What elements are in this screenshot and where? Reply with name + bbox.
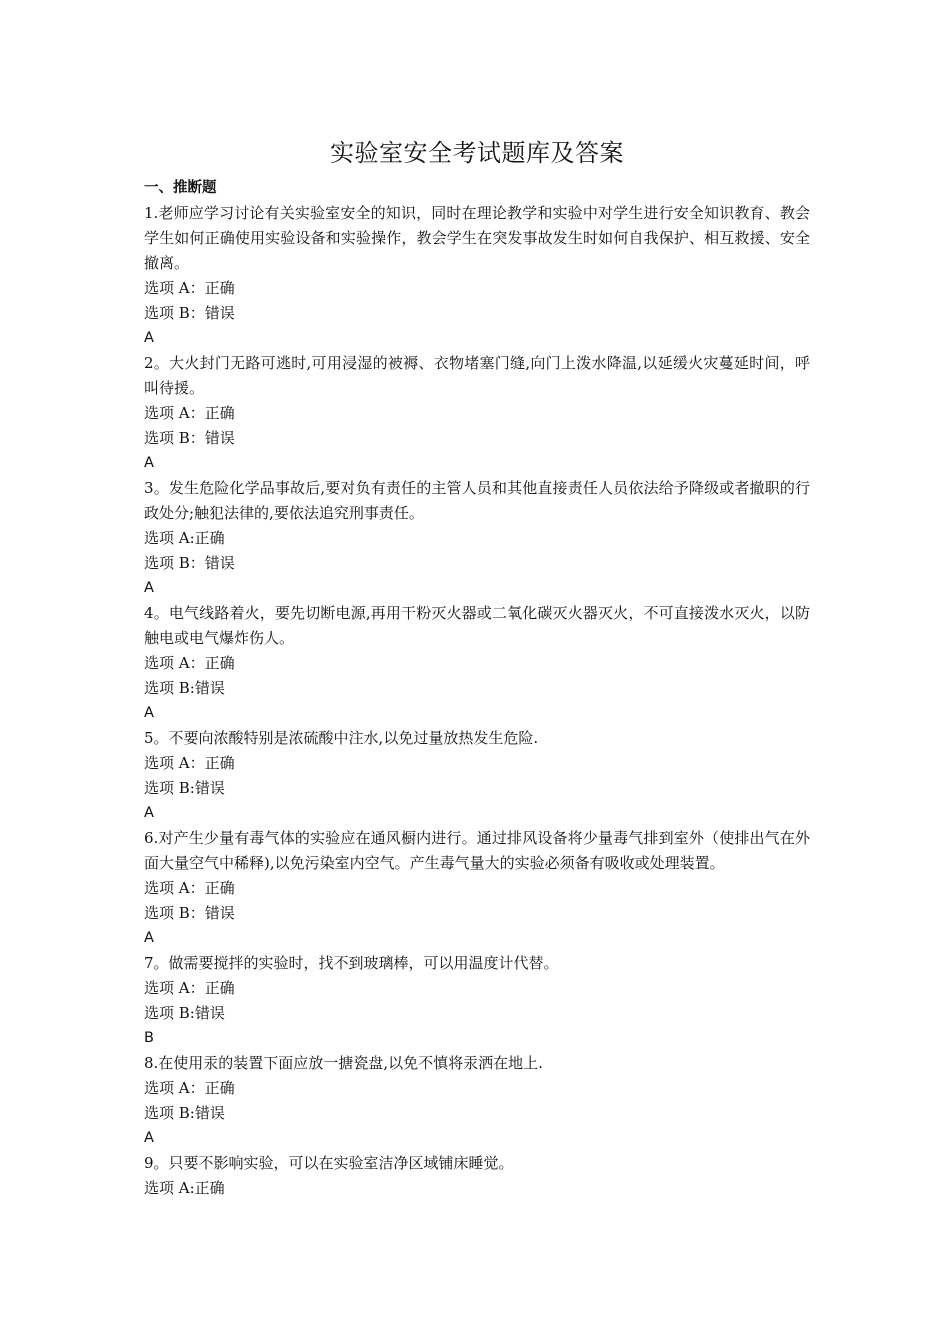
question-text: 5。不要向浓酸特别是浓硫酸中注水,以免过量放热发生危险. xyxy=(144,729,539,747)
option-b: 选项 B：错误 xyxy=(144,429,235,447)
option-b: 选项 B：错误 xyxy=(144,304,235,322)
option-a: 选项 A：正确 xyxy=(144,879,235,897)
question-text: 4。电气线路着火，要先切断电源,再用干粉灭火器或二氧化碳灭火器灭火，不可直接泼水灭火，以防触电或电气爆炸伤人。 xyxy=(144,604,810,647)
answer: A xyxy=(144,1130,154,1146)
question-3 xyxy=(144,476,810,601)
question-8 xyxy=(144,1051,810,1151)
answer: A xyxy=(144,930,154,946)
option-b: 选项 B：错误 xyxy=(144,904,235,922)
option-a: 选项 A：正确 xyxy=(144,754,235,772)
option-b: 选项 B:错误 xyxy=(144,1104,225,1122)
question-text: 9。只要不影响实验，可以在实验室洁净区域铺床睡觉。 xyxy=(144,1154,514,1172)
option-a: 选项 A：正确 xyxy=(144,979,235,997)
option-a: 选项 A:正确 xyxy=(144,529,225,547)
question-4 xyxy=(144,601,810,726)
option-a: 选项 A：正确 xyxy=(144,654,235,672)
answer: A xyxy=(144,330,154,346)
option-b: 选项 B:错误 xyxy=(144,1004,225,1022)
question-text: 1.老师应学习讨论有关实验室安全的知识，同时在理论教学和实验中对学生进行安全知识教育、教会学生如何正确使用实验设备和实验操作，教会学生在突发事故发生时如何自我保护、相互救援、安全撤离。 xyxy=(144,204,810,272)
question-text: 7。做需要搅拌的实验时，找不到玻璃棒，可以用温度计代替。 xyxy=(144,954,559,972)
option-b: 选项 B:错误 xyxy=(144,679,225,697)
answer: A xyxy=(144,705,154,721)
answer: A xyxy=(144,455,154,471)
answer: A xyxy=(144,580,154,596)
question-text: 6.对产生少量有毒气体的实验应在通风橱内进行。通过排风设备将少量毒气排到室外（使排出气在外面大量空气中稀释),以免污染室内空气。产生毒气量大的实验必须备有吸收或处理装置。 xyxy=(144,829,810,872)
question-text: 3。发生危险化学品事故后,要对负有责任的主管人员和其他直接责任人员依法给予降级或者撤职的行政处分;触犯法律的,要依法追究刑事责任。 xyxy=(144,479,810,522)
option-a: 选项 A：正确 xyxy=(144,1079,235,1097)
question-7 xyxy=(144,951,810,1051)
section-heading: 一、推断题 xyxy=(144,180,217,196)
option-b: 选项 B:错误 xyxy=(144,779,225,797)
document-content xyxy=(144,132,810,1201)
option-a: 选项 A：正确 xyxy=(144,279,235,297)
answer: B xyxy=(144,1030,154,1046)
question-6 xyxy=(144,826,810,951)
answer: A xyxy=(144,805,154,821)
question-9 xyxy=(144,1151,810,1201)
option-b: 选项 B：错误 xyxy=(144,554,235,572)
question-text: 8.在使用汞的装置下面应放一搪瓷盘,以免不慎将汞洒在地上. xyxy=(144,1054,543,1072)
option-a: 选项 A：正确 xyxy=(144,404,235,422)
document-title: 实验室安全考试题库及答案 xyxy=(330,139,624,167)
option-a: 选项 A:正确 xyxy=(144,1179,225,1197)
question-5 xyxy=(144,726,810,826)
question-1 xyxy=(144,201,810,351)
question-2 xyxy=(144,351,810,476)
question-text: 2。大火封门无路可逃时,可用浸湿的被褥、衣物堵塞门缝,向门上泼水降温,以延缓火灾蔓延时间，呼叫待援。 xyxy=(144,354,810,397)
